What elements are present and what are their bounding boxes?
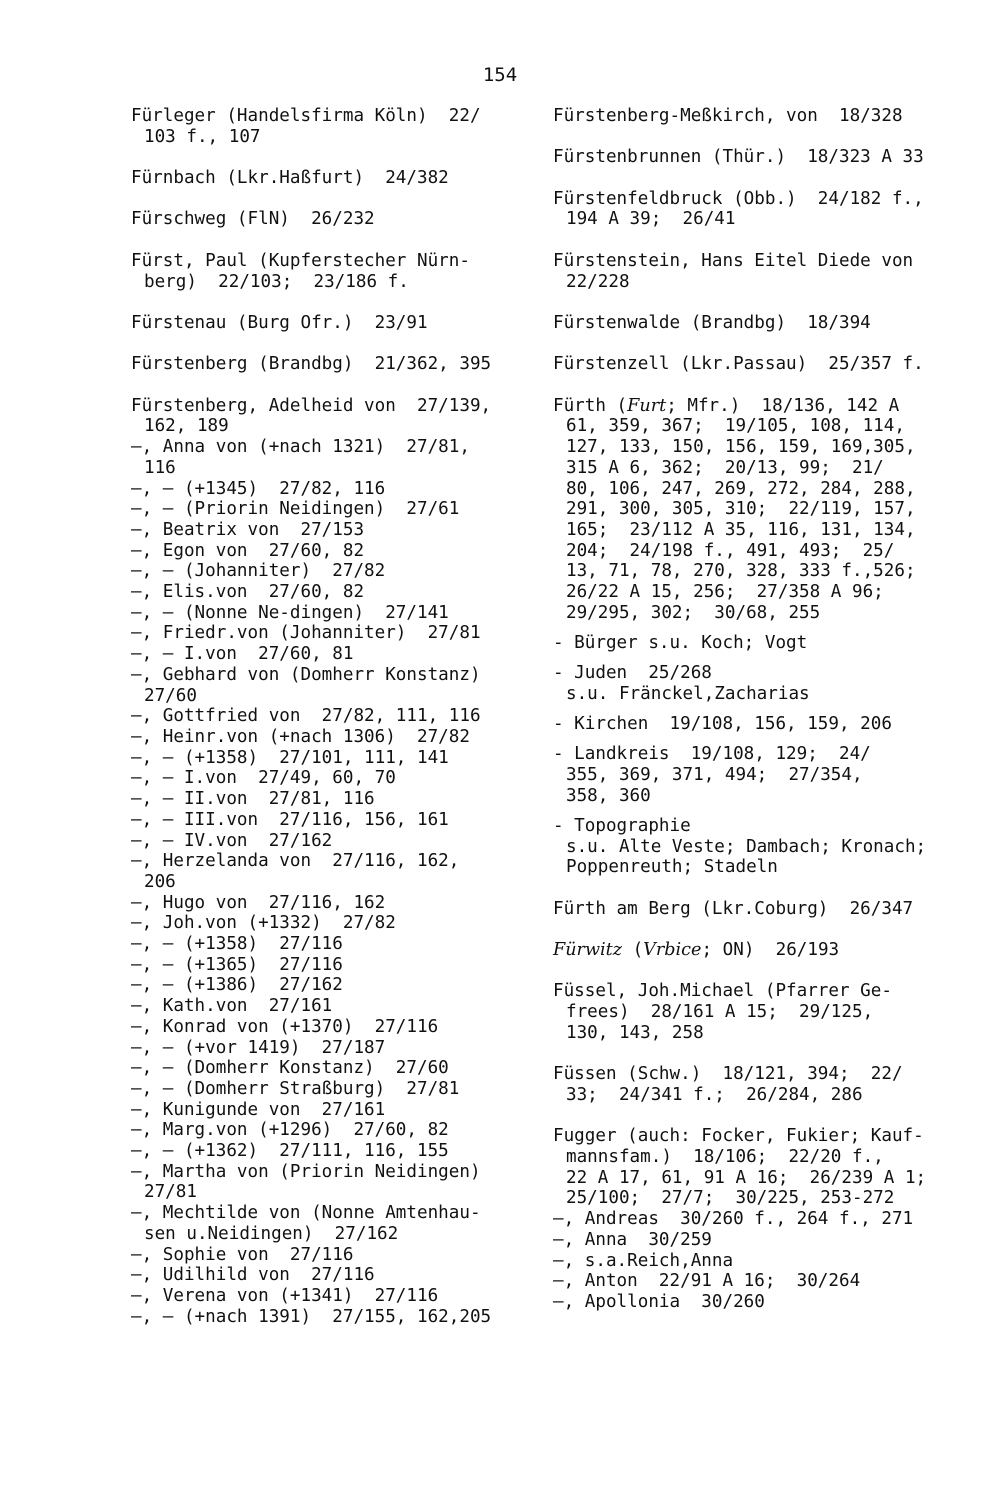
entry-line-head (553, 396, 953, 417)
entry-line: —, Marg.von (+1296) 27/60, 82 (131, 1120, 449, 1141)
entry-line: s.u. Alte Veste; Dambach; Kronach; (566, 836, 927, 857)
entry-line: Poppenreuth; Stadeln (566, 857, 778, 878)
entry-line: —, — (Nonne Ne-dingen) 27/141 (131, 602, 449, 623)
entry-line: —, Anna von (+nach 1321) 27/81, (131, 437, 470, 458)
entry-line: Fürleger (Handelsfirma Köln) 22/ (131, 106, 481, 126)
entry-line: - Landkreis 19/108, 129; 24/ (553, 744, 871, 765)
entry-line: 291, 300, 305, 310; 22/119, 157, (566, 499, 916, 520)
entry-line: —, Martha von (Priorin Neidingen) (131, 1161, 481, 1182)
entry-line: Füssel, Joh.Michael (Pfarrer Ge- (553, 981, 892, 1002)
entry-line: —, Gebhard von (Domherr Konstanz) (131, 664, 481, 685)
entry-line: frees) 28/161 A 15; 29/125, (566, 1002, 874, 1023)
entry-line: —, — II.von 27/81, 116 (131, 789, 375, 810)
entry-line: —, Apollonia 30/260 (553, 1292, 765, 1312)
entry-line: —, Konrad von (+1370) 27/116 (131, 1016, 439, 1037)
entry-line: —, — (Domherr Straßburg) 27/81 (131, 1078, 460, 1099)
index-entry-fuerstenbrunnen (553, 147, 953, 168)
index-entry-fugger (553, 1126, 953, 1312)
entry-line: —, — (Domherr Konstanz) 27/60 (131, 1058, 449, 1079)
entry-line: Fürst, Paul (Kupferstecher Nürn- (131, 250, 470, 271)
index-entry-fuerstenstein (553, 251, 953, 292)
index-entry-fuerstenfeldbruck (553, 189, 953, 230)
index-entry-fuerstenau (131, 313, 531, 334)
entry-line: 29/295, 302; 30/68, 255 (566, 602, 821, 623)
historic-name: Furt (627, 395, 667, 416)
index-entry-fuerstenberg-brandbg (131, 354, 531, 375)
entry-line: —, Friedr.von (Johanniter) 27/81 (131, 623, 481, 644)
entry-line: 355, 369, 371, 494; 27/354, (566, 765, 863, 785)
entry-line: —, Herzelanda von 27/116, 162, (131, 851, 460, 872)
historic-name: Fürwitz (553, 940, 622, 961)
entry-line: 162, 189 (144, 416, 229, 437)
entry-line: —, Elis.von 27/60, 82 (131, 582, 365, 603)
entry-line: 26/22 A 15, 256; 27/358 A 96; (566, 582, 884, 603)
entry-line: —, Verena von (+1341) 27/116 (131, 1285, 439, 1306)
subentry-kirchen (553, 714, 953, 735)
entry-line: Fugger (auch: Focker, Fukier; Kauf- (553, 1126, 924, 1147)
entry-line: 165; 23/112 A 35, 116, 131, 134, (566, 519, 916, 540)
entry-line: —, Beatrix von 27/153 (131, 519, 365, 540)
entry-line: - Kirchen 19/108, 156, 159, 206 (553, 714, 892, 735)
entry-line: —, — (Johanniter) 27/82 (131, 561, 386, 582)
page-number: 154 (482, 64, 518, 86)
entry-line: —, Heinr.von (+nach 1306) 27/82 (131, 727, 470, 747)
entry-line: 206 (144, 871, 176, 892)
entry-line: sen u.Neidingen) 27/162 (144, 1223, 399, 1244)
entry-text: Fürth ( (553, 395, 628, 416)
subentry-topographie (553, 816, 953, 878)
entry-line: Fürschweg (FlN) 26/232 (131, 209, 375, 230)
entry-line: —, — IV.von 27/162 (131, 830, 333, 851)
entry-line: 358, 360 (566, 785, 651, 806)
entry-line: —, — (+1386) 27/162 (131, 975, 343, 996)
entry-line: —, — (+1358) 27/101, 111, 141 (131, 747, 449, 768)
entry-line: —, Andreas 30/260 f., 264 f., 271 (553, 1209, 914, 1230)
index-entry-fuerwitz (553, 940, 953, 961)
entry-line: 27/60 (144, 685, 197, 706)
index-entry-fuerth-am-berg (553, 899, 953, 920)
entry-line: Fürstenau (Burg Ofr.) 23/91 (131, 312, 428, 333)
index-entry-fuerleger (131, 106, 531, 147)
entry-line: Fürstenstein, Hans Eitel Diede von (553, 250, 914, 271)
entry-line: 204; 24/198 f., 491, 493; 25/ (566, 540, 895, 561)
subentry-buerger (553, 633, 953, 654)
index-entry-fuerschweg (131, 209, 531, 230)
entry-line: Fürstenberg (Brandbg) 21/362, 395 (131, 354, 492, 375)
entry-line: Fürstenberg, Adelheid von 27/139, (131, 395, 492, 416)
entry-line: - Topographie (553, 815, 691, 836)
entry-line: —, — I.von 27/49, 60, 70 (131, 768, 396, 789)
entry-line: —, Anna 30/259 (553, 1229, 712, 1250)
entry-line: —, — (+1362) 27/111, 116, 155 (131, 1141, 449, 1162)
entry-line: —, — (+nach 1391) 27/155, 162,205 (131, 1306, 492, 1327)
right-column (553, 106, 953, 1313)
entry-line: Fürstenfeldbruck (Obb.) 24/182 f., (553, 188, 924, 209)
entry-line: s.u. Fränckel,Zacharias (566, 683, 810, 704)
subentry-landkreis (553, 744, 953, 806)
entry-text: ; Mfr.) 18/136, 142 A (666, 395, 900, 416)
index-entry-fuernbach (131, 168, 531, 189)
entry-line: 22/228 (566, 271, 630, 292)
entry-line: —, — (+vor 1419) 27/187 (131, 1037, 386, 1058)
entry-line: berg) 22/103; 23/186 f. (144, 271, 409, 292)
index-entry-fuerstenwalde (553, 313, 953, 334)
entry-line: —, Joh.von (+1332) 27/82 (131, 913, 396, 934)
entry-line: 33; 24/341 f.; 26/284, 286 (566, 1084, 863, 1105)
entry-line: 127, 133, 150, 156, 159, 169,305, (566, 437, 916, 458)
index-entry-fuerst-paul (131, 251, 531, 292)
entry-line: 194 A 39; 26/41 (566, 209, 736, 230)
index-entry-fuessen (553, 1064, 953, 1105)
index-entry-fuerth (553, 396, 953, 624)
entry-line: Fürstenzell (Lkr.Passau) 25/357 f. (553, 354, 924, 375)
entry-line: 61, 359, 367; 19/105, 108, 114, (566, 416, 905, 437)
entry-line: —, Kath.von 27/161 (131, 996, 333, 1017)
entry-line: Fürth am Berg (Lkr.Coburg) 26/347 (553, 898, 914, 919)
entry-line: —, Gottfried von 27/82, 111, 116 (131, 706, 481, 727)
entry-line: —, Anton 22/91 A 16; 30/264 (553, 1271, 861, 1292)
entry-line: 27/81 (144, 1182, 197, 1203)
entry-line: —, — I.von 27/60, 81 (131, 644, 354, 665)
index-entry-fuerstenberg-messkirch (553, 106, 953, 127)
entry-line: —, Udilhild von 27/116 (131, 1265, 375, 1286)
left-column (131, 106, 531, 1327)
index-entry-fuerstenberg-family (131, 396, 531, 1328)
index-entry-fuessel (553, 981, 953, 1043)
entry-line: —, Egon von 27/60, 82 (131, 540, 365, 561)
entry-line: 315 A 6, 362; 20/13, 99; 21/ (566, 457, 884, 478)
entry-line: Fürstenbrunnen (Thür.) 18/323 A 33 (553, 147, 924, 168)
entry-line: —, — (Priorin Neidingen) 27/61 (131, 499, 460, 520)
entry-line: 22 A 17, 61, 91 A 16; 26/239 A 1; (566, 1167, 927, 1188)
entry-line: —, — III.von 27/116, 156, 161 (131, 809, 449, 830)
entry-line: —, Sophie von 27/116 (131, 1244, 354, 1265)
entry-line: —, Kunigunde von 27/161 (131, 1099, 386, 1120)
entry-text: ; ON) 26/193 (701, 940, 840, 961)
entry-text: ( (621, 940, 644, 961)
entry-line: 80, 106, 247, 269, 272, 284, 288, (566, 478, 916, 499)
entry-line: - Juden 25/268 (553, 663, 712, 684)
entry-line: —, — (+1345) 27/82, 116 (131, 478, 386, 499)
historic-name: Vrbice (643, 940, 702, 961)
entry-line: 130, 143, 258 (566, 1022, 704, 1043)
entry-line: 13, 71, 78, 270, 328, 333 f.,526; (566, 561, 916, 582)
entry-line: Fürstenberg-Meßkirch, von 18/328 (553, 106, 903, 126)
entry-line: —, Mechtilde von (Nonne Amtenhau- (131, 1203, 481, 1224)
entry-line: Füssen (Schw.) 18/121, 394; 22/ (553, 1064, 903, 1085)
entry-line: —, — (+1365) 27/116 (131, 954, 343, 975)
entry-line: 25/100; 27/7; 30/225, 253-272 (566, 1188, 895, 1209)
entry-line: mannsfam.) 18/106; 22/20 f., (566, 1147, 884, 1168)
index-entry-fuerstenzell (553, 354, 953, 375)
subentry-juden (553, 663, 953, 704)
entry-line: - Bürger s.u. Koch; Vogt (553, 632, 808, 653)
entry-line: Fürnbach (Lkr.Haßfurt) 24/382 (131, 168, 449, 189)
entry-line: 116 (144, 457, 176, 478)
entry-line: —, — (+1358) 27/116 (131, 934, 343, 955)
entry-line: Fürstenwalde (Brandbg) 18/394 (553, 312, 871, 333)
entry-line-head (553, 940, 953, 961)
entry-line: —, Hugo von 27/116, 162 (131, 892, 386, 913)
entry-line: —, s.a.Reich,Anna (553, 1250, 734, 1271)
entry-line: 103 f., 107 (144, 126, 261, 147)
